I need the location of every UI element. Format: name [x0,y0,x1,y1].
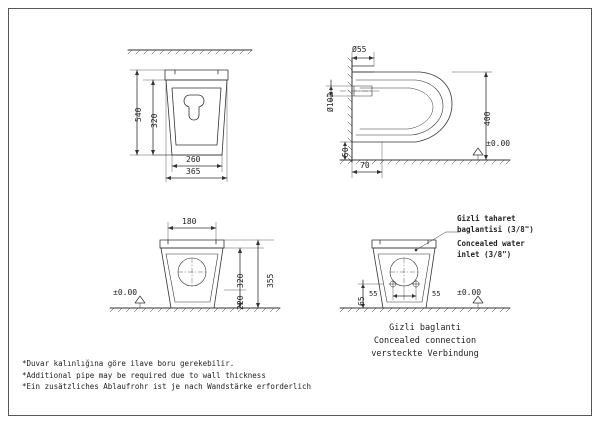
caption-line-3: versteckte Verbindung [371,348,479,359]
dim-label-dia102: Ø102 [326,92,335,112]
dim-label-355: 355 [266,273,275,288]
caption-line-2: Concealed connection [373,335,477,346]
datum-label-bottom-left: ±0.00 [113,288,138,297]
dim-label-70: 70 [360,161,370,170]
dim-label-320-bottom: 320 [236,273,245,288]
notes-block [22,358,311,393]
caption-line-1: Gizli baglanti [389,323,461,333]
legend-line-3: Concealed water [457,238,525,248]
dim-label-180: 180 [182,217,197,226]
dim-label-50: 50 [341,147,350,157]
dim-label-320-top: 320 [150,113,159,128]
note-line-3: *Ein zusätzliches Ablaufrohr ist je nach Wandstärke erforderlich [22,382,311,392]
dim-label-365: 365 [186,167,201,176]
legend-line-1: Gizli taharet [457,214,516,223]
dim-label-55-right: 55 [432,290,441,298]
dim-label-220: 220 [236,295,245,310]
dim-label-dia55: Ø55 [352,45,367,54]
center-caption-block [330,322,520,360]
datum-label-top-right: ±0.00 [486,139,511,148]
legend-block [457,214,534,261]
dim-label-260: 260 [186,155,201,164]
note-line-2: *Additional pipe may be required due to wall thickness [22,370,266,380]
dim-label-400: 400 [483,111,492,126]
legend-line-4: inlet (3/8") [457,249,512,259]
datum-label-bottom-right: ±0.00 [457,288,482,297]
legend-line-2: baglantisi (3/8") [457,224,534,234]
dim-label-540: 540 [134,107,143,122]
dim-label-65: 65 [357,296,366,306]
note-line-1: *Duvar kalınlığına göre ilave boru gerekebilir. [22,359,235,368]
dim-label-55-left: 55 [369,290,378,298]
